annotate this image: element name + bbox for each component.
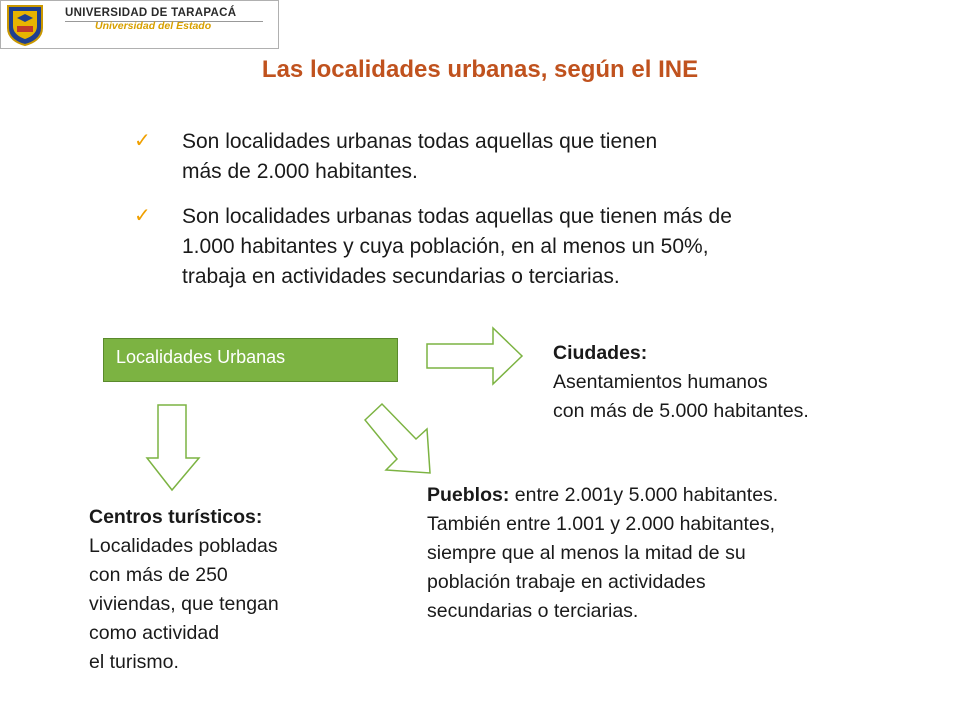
checkmark-icon: ✓ — [134, 130, 151, 152]
centros-line: como actividad — [89, 622, 220, 644]
checkmark-icon: ✓ — [134, 205, 151, 227]
arrow-diagonal-icon — [364, 403, 444, 475]
pueblos-title: Pueblos: — [427, 484, 510, 506]
pueblos-line: población trabaje en actividades — [427, 571, 706, 593]
university-logo-banner — [0, 0, 279, 49]
ciudades-line: Asentamientos humanos — [553, 371, 768, 393]
page-title: Las localidades urbanas, según el INE — [261, 56, 699, 83]
ciudades-description — [553, 339, 933, 426]
bullet-item — [182, 127, 822, 187]
bullet-line: trabaja en actividades secundarias o terciarias. — [182, 265, 620, 288]
bullet-line: Son localidades urbanas todas aquellas que tienen — [182, 130, 658, 153]
pueblos-line — [427, 481, 947, 510]
arrow-right-icon — [426, 327, 526, 387]
pueblos-line1: entre 2.001y 5.000 habitantes. — [509, 484, 779, 506]
bullet-line: Son localidades urbanas todas aquellas que tienen más de — [182, 205, 732, 228]
bullet-line: 1.000 habitantes y cuya población, en al menos un 50%, — [182, 235, 709, 258]
university-subtitle: Universidad del Estado — [95, 20, 212, 32]
centros-line: Localidades pobladas — [89, 535, 278, 557]
localidades-urbanas-box: Localidades Urbanas — [103, 338, 398, 382]
centros-line: viviendas, que tengan — [89, 593, 279, 615]
pueblos-line: siempre que al menos la mitad de su — [427, 542, 746, 564]
centros-title: Centros turísticos: — [89, 506, 263, 528]
pueblos-line: secundarias o terciarias. — [427, 600, 639, 622]
centros-line: el turismo. — [89, 651, 179, 673]
bullet-item — [182, 202, 902, 292]
arrow-down-icon — [146, 404, 206, 492]
centros-line: con más de 250 — [89, 564, 228, 586]
university-name: UNIVERSIDAD DE TARAPACÁ — [65, 7, 237, 19]
pueblos-description — [427, 481, 947, 626]
centros-turisticos-description — [89, 503, 389, 677]
university-shield-icon — [5, 4, 45, 46]
bullet-line: más de 2.000 habitantes. — [182, 160, 418, 183]
ciudades-line: con más de 5.000 habitantes. — [553, 400, 809, 422]
ciudades-title: Ciudades: — [553, 342, 648, 364]
pueblos-line: También entre 1.001 y 2.000 habitantes, — [427, 513, 775, 535]
